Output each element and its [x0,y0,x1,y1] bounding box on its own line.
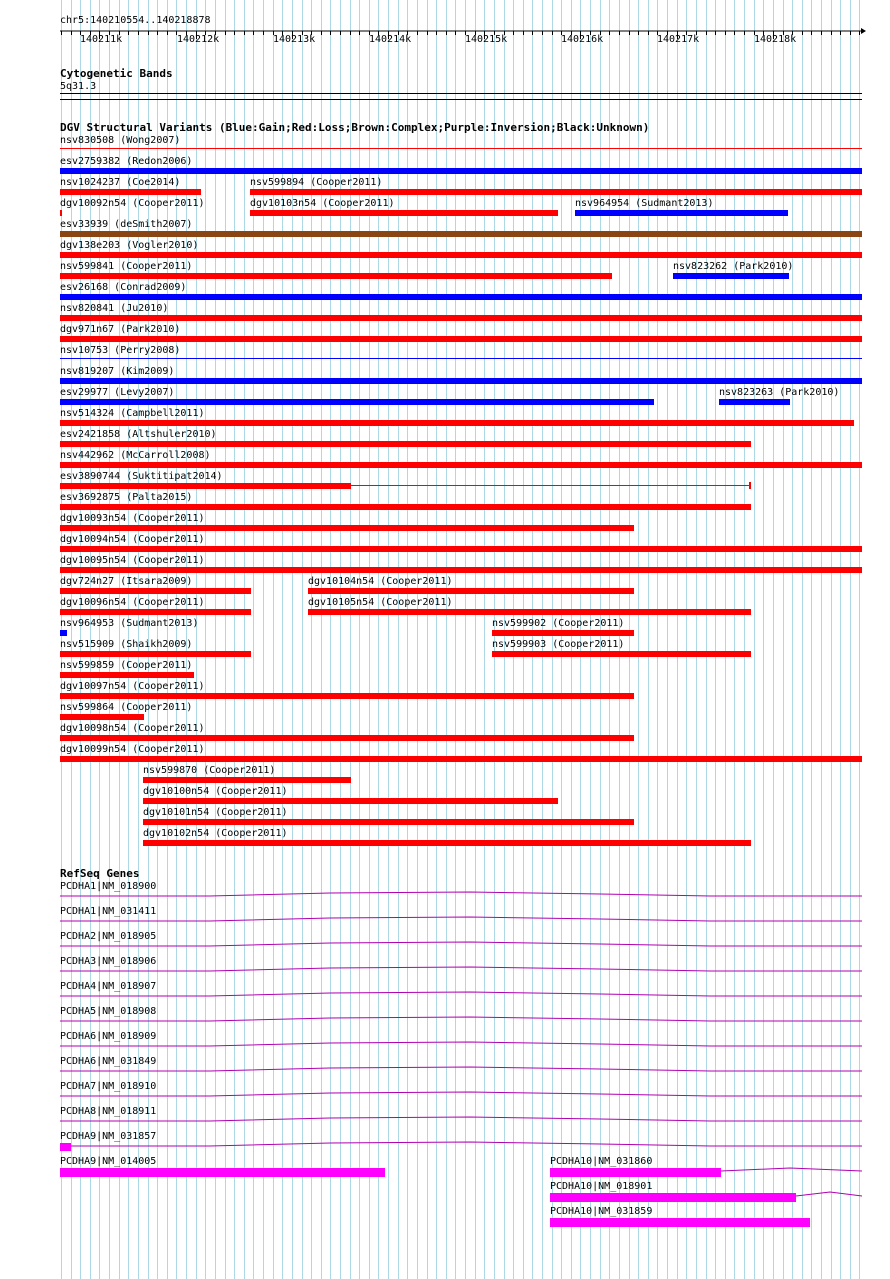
variant-bar-loss[interactable] [60,273,612,279]
variant-bar-loss[interactable] [60,567,862,573]
gene-exon[interactable] [550,1168,721,1177]
variant-label[interactable]: nsv964954 (Sudmant2013) [575,198,714,209]
variant-bar-gain[interactable] [719,399,790,405]
variant-bar-loss[interactable] [250,189,862,195]
gene-label[interactable]: PCDHA3|NM_018906 [60,956,157,967]
variant-bar-complex[interactable] [60,231,862,237]
variant-bar-gain[interactable] [60,168,862,174]
variant-bar-loss[interactable] [143,798,558,804]
location-label: chr5:140210554..140218878 [60,15,211,26]
cytoband-label[interactable]: 5q31.3 [60,81,97,92]
variant-label[interactable]: nsv823263 (Park2010) [719,387,840,398]
variant-label[interactable]: dgv10100n54 (Cooper2011) [143,786,288,797]
variant-label[interactable]: nsv599903 (Cooper2011) [492,639,625,650]
variant-label[interactable]: nsv10753 (Perry2008) [60,345,181,356]
variant-label[interactable]: nsv599894 (Cooper2011) [250,177,383,188]
variant-label[interactable]: dgv10105n54 (Cooper2011) [308,597,453,608]
gene-label[interactable]: PCDHA9|NM_014005 [60,1156,157,1167]
gene-label[interactable]: PCDHA10|NM_031859 [550,1206,653,1217]
variant-bar-loss[interactable] [749,482,751,489]
variant-bar-loss[interactable] [60,546,862,552]
variant-label[interactable]: dgv10095n54 (Cooper2011) [60,555,205,566]
gene-label[interactable]: PCDHA4|NM_018907 [60,981,157,992]
variant-label[interactable]: dgv10099n54 (Cooper2011) [60,744,205,755]
variant-bar-loss[interactable] [60,693,634,699]
variant-bar-loss[interactable] [60,756,862,762]
variant-bar-loss[interactable] [60,735,634,741]
gene-label[interactable]: PCDHA2|NM_018905 [60,931,157,942]
cytoband-line [60,99,862,100]
variant-label[interactable]: nsv599902 (Cooper2011) [492,618,625,629]
cytoband-track-title: Cytogenetic Bands [60,67,173,80]
variant-label[interactable]: dgv10098n54 (Cooper2011) [60,723,205,734]
variant-bar-loss[interactable] [250,210,558,216]
variant-bar-gain[interactable] [60,399,654,405]
ruler-tick-label: 140211k [80,34,123,45]
variant-label[interactable]: esv3890744 (Suktitipat2014) [60,471,223,482]
variant-label[interactable]: nsv599864 (Cooper2011) [60,702,193,713]
variant-label[interactable]: dgv10102n54 (Cooper2011) [143,828,288,839]
variant-label[interactable]: nsv823262 (Park2010) [673,261,794,272]
variant-bar-loss[interactable] [308,609,751,615]
variant-label[interactable]: esv29977 (Levy2007) [60,387,175,398]
variant-bar-loss[interactable] [60,189,201,195]
variant-label[interactable]: nsv1024237 (Coe2014) [60,177,181,188]
variant-bar-loss[interactable] [492,651,751,657]
ruler-tick-label: 140213k [273,34,316,45]
ruler-arrow-icon [861,28,866,34]
gene-label[interactable]: PCDHA6|NM_031849 [60,1056,157,1067]
variant-label[interactable]: nsv514324 (Campbell2011) [60,408,205,419]
variant-label[interactable]: dgv10096n54 (Cooper2011) [60,597,205,608]
variant-bar-loss[interactable] [143,840,751,846]
gene-label[interactable]: PCDHA10|NM_018901 [550,1181,653,1192]
variant-bar-loss[interactable] [60,148,862,149]
gene-exon[interactable] [60,1168,385,1177]
variant-connector-line [351,485,751,486]
variant-label[interactable]: nsv515909 (Shaikh2009) [60,639,193,650]
variant-bar-loss[interactable] [60,441,751,447]
gene-exon[interactable] [550,1218,810,1227]
cytoband-line [60,93,862,94]
variant-label[interactable]: esv3692875 (Palta2015) [60,492,193,503]
variant-bar-loss[interactable] [308,588,634,594]
refseq-track-title: RefSeq Genes [60,867,140,880]
variant-label[interactable]: nsv599841 (Cooper2011) [60,261,193,272]
variant-bar-loss[interactable] [143,777,351,783]
variant-label[interactable]: nsv599870 (Cooper2011) [143,765,276,776]
variant-label[interactable]: dgv10104n54 (Cooper2011) [308,576,453,587]
variant-label[interactable]: esv2421858 (Altshuler2010) [60,429,217,440]
variant-label[interactable]: esv2759382 (Redon2006) [60,156,193,167]
variant-label[interactable]: dgv138e203 (Vogler2010) [60,240,199,251]
ruler-tick-label: 140214k [369,34,412,45]
variant-bar-loss[interactable] [60,504,751,510]
variant-label[interactable]: nsv442962 (McCarroll2008) [60,450,211,461]
variant-bar-loss[interactable] [60,714,144,720]
variant-bar-gain[interactable] [60,630,67,636]
variant-bar-gain[interactable] [60,358,862,359]
ruler-tick-label: 140217k [657,34,700,45]
variant-bar-loss[interactable] [60,609,251,615]
variant-label[interactable]: esv26168 (Conrad2009) [60,282,187,293]
ruler-tick-label: 140212k [177,34,220,45]
variant-bar-loss[interactable] [492,630,634,636]
gene-exon[interactable] [550,1193,796,1202]
variant-bar-loss[interactable] [143,819,634,825]
gene-exon[interactable] [60,1143,71,1151]
variant-bar-gain[interactable] [60,378,862,384]
variant-label[interactable]: dgv10093n54 (Cooper2011) [60,513,205,524]
variant-bar-loss[interactable] [60,672,194,678]
variant-bar-loss[interactable] [60,315,862,321]
variant-label[interactable]: nsv830508 (Wong2007) [60,135,181,146]
variant-label[interactable]: dgv10101n54 (Cooper2011) [143,807,288,818]
gene-label[interactable]: PCDHA1|NM_018900 [60,881,157,892]
gene-label[interactable]: PCDHA8|NM_018911 [60,1106,157,1117]
gene-label[interactable]: PCDHA6|NM_018909 [60,1031,157,1042]
ruler-tick-label: 140215k [465,34,508,45]
variant-bar-loss[interactable] [60,336,862,342]
gene-label[interactable]: PCDHA10|NM_031860 [550,1156,653,1167]
variant-bar-loss[interactable] [60,525,634,531]
variant-bar-loss[interactable] [60,588,251,594]
variant-bar-loss[interactable] [60,462,862,468]
variant-label[interactable]: dgv10103n54 (Cooper2011) [250,198,395,209]
variant-label[interactable]: nsv819207 (Kim2009) [60,366,175,377]
ruler-tick-label: 140216k [561,34,604,45]
gene-label[interactable]: PCDHA1|NM_031411 [60,906,157,917]
gene-label[interactable]: PCDHA7|NM_018910 [60,1081,157,1092]
variant-bar-loss[interactable] [60,252,862,258]
variant-label[interactable]: nsv964953 (Sudmant2013) [60,618,199,629]
variant-bar-gain[interactable] [60,294,862,300]
variant-bar-loss[interactable] [60,483,351,489]
variant-bar-loss[interactable] [60,210,62,216]
variant-bar-loss[interactable] [60,420,854,426]
variant-label[interactable]: dgv10094n54 (Cooper2011) [60,534,205,545]
dgv-track-title: DGV Structural Variants (Blue:Gain;Red:Loss;Brown:Complex;Purple:Inversion;Black:Unknown) [60,121,650,134]
gene-label[interactable]: PCDHA5|NM_018908 [60,1006,157,1017]
variant-label[interactable]: dgv724n27 (Itsara2009) [60,576,193,587]
ruler-tick-label: 140218k [754,34,797,45]
variant-label[interactable]: dgv971n67 (Park2010) [60,324,181,335]
variant-bar-loss[interactable] [60,651,251,657]
variant-bar-gain[interactable] [673,273,789,279]
gene-label[interactable]: PCDHA9|NM_031857 [60,1131,157,1142]
variant-label[interactable]: nsv599859 (Cooper2011) [60,660,193,671]
variant-bar-gain[interactable] [575,210,788,216]
variant-label[interactable]: esv33939 (deSmith2007) [60,219,193,230]
variant-label[interactable]: dgv10097n54 (Cooper2011) [60,681,205,692]
variant-label[interactable]: nsv820841 (Ju2010) [60,303,169,314]
variant-label[interactable]: dgv10092n54 (Cooper2011) [60,198,205,209]
